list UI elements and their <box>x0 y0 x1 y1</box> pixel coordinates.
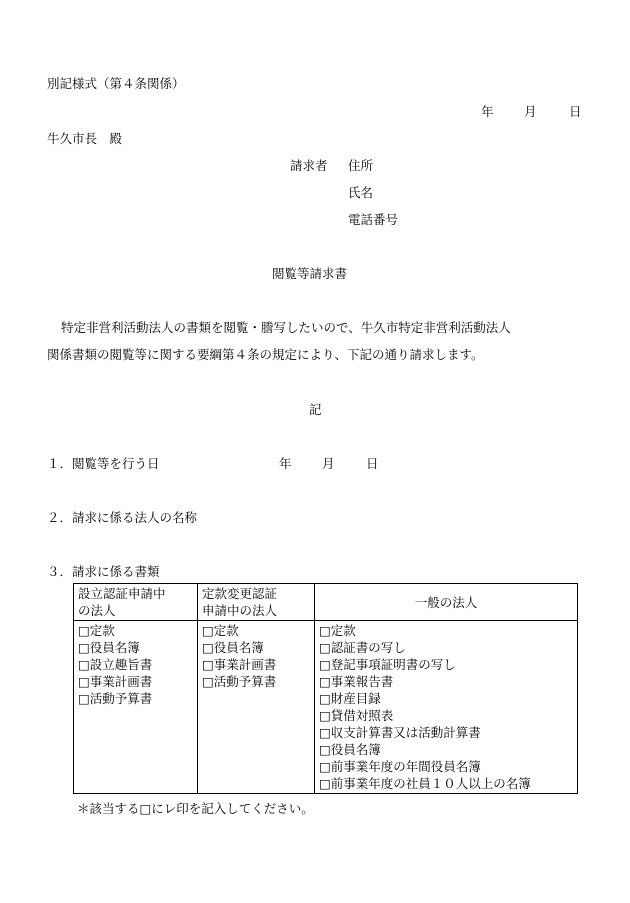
header-establishment <box>74 584 198 621</box>
date-day: 日 <box>569 104 582 119</box>
checkbox-item[interactable]: □役員名簿 <box>319 742 381 757</box>
item1-label: １．閲覧等を行う日 <box>47 456 160 471</box>
checkbox-item[interactable]: □財産目録 <box>319 691 381 706</box>
checkbox-item[interactable]: □前事業年度の年間役員名簿 <box>319 759 481 774</box>
ki-marker: 記 <box>309 402 322 417</box>
header-general <box>315 584 578 621</box>
checkbox-item[interactable]: □事業報告書 <box>319 674 394 689</box>
checkbox-item[interactable]: □役員名簿 <box>202 640 264 655</box>
requester-address-label: 住所 <box>348 158 374 173</box>
checkbox-item[interactable]: □事業計画書 <box>202 657 277 672</box>
checkbox-item[interactable]: □役員名簿 <box>78 640 140 655</box>
header-line: 設立認証申請中 <box>78 586 166 601</box>
body-line-1: 特定非営利活動法人の書類を閲覧・謄写したいので、牛久市特定非営利活動法人 <box>61 320 511 335</box>
item1-year: 年 <box>279 456 292 471</box>
date-month: 月 <box>524 104 537 119</box>
header-line: 定款変更認証 <box>202 586 278 601</box>
checkbox-item[interactable]: □定款 <box>78 623 115 638</box>
checkbox-item[interactable]: □登記事項証明書の写し <box>319 657 456 672</box>
form-label: 別記様式（第４条関係） <box>47 76 185 91</box>
item3-label: ３．請求に係る書類 <box>47 564 160 579</box>
header-line: 申請中の法人 <box>202 603 278 618</box>
amendment-items <box>198 621 315 794</box>
documents-table <box>73 583 578 794</box>
body-line-2: 関係書類の閲覧等に関する要綱第４条の規定により、下記の通り請求します。 <box>47 347 484 362</box>
checkbox-item[interactable]: □収支計算書又は活動計算書 <box>319 725 481 740</box>
footnote: ＊該当する□にレ印を記入してください。 <box>77 801 314 816</box>
item2-label: ２．請求に係る法人の名称 <box>47 510 198 525</box>
header-amendment <box>198 584 315 621</box>
requester-name-label: 氏名 <box>348 185 374 200</box>
header-line: 一般の法人 <box>414 594 478 610</box>
establishment-items <box>74 621 198 794</box>
addressee: 牛久市長 殿 <box>47 131 123 146</box>
item1-day: 日 <box>366 456 379 471</box>
table-body-row <box>74 621 578 794</box>
general-items <box>315 621 578 794</box>
requester-label: 請求者 <box>290 158 328 173</box>
checkbox-item[interactable]: □前事業年度の社員１０人以上の名簿 <box>319 776 531 791</box>
item1-month: 月 <box>322 456 335 471</box>
requester-phone-label: 電話番号 <box>348 212 399 227</box>
date-year: 年 <box>481 104 494 119</box>
checkbox-item[interactable]: □定款 <box>202 623 239 638</box>
checkbox-item[interactable]: □貸借対照表 <box>319 708 394 723</box>
document-title: 閲覧等請求書 <box>272 266 348 281</box>
checkbox-item[interactable]: □定款 <box>319 623 356 638</box>
checkbox-item[interactable]: □事業計画書 <box>78 674 153 689</box>
checkbox-item[interactable]: □認証書の写し <box>319 640 406 655</box>
checkbox-item[interactable]: □活動予算書 <box>202 674 277 689</box>
checkbox-item[interactable]: □設立趣旨書 <box>78 657 153 672</box>
header-line: の法人 <box>78 603 116 618</box>
table-header-row <box>74 584 578 621</box>
checkbox-item[interactable]: □活動予算書 <box>78 691 153 706</box>
